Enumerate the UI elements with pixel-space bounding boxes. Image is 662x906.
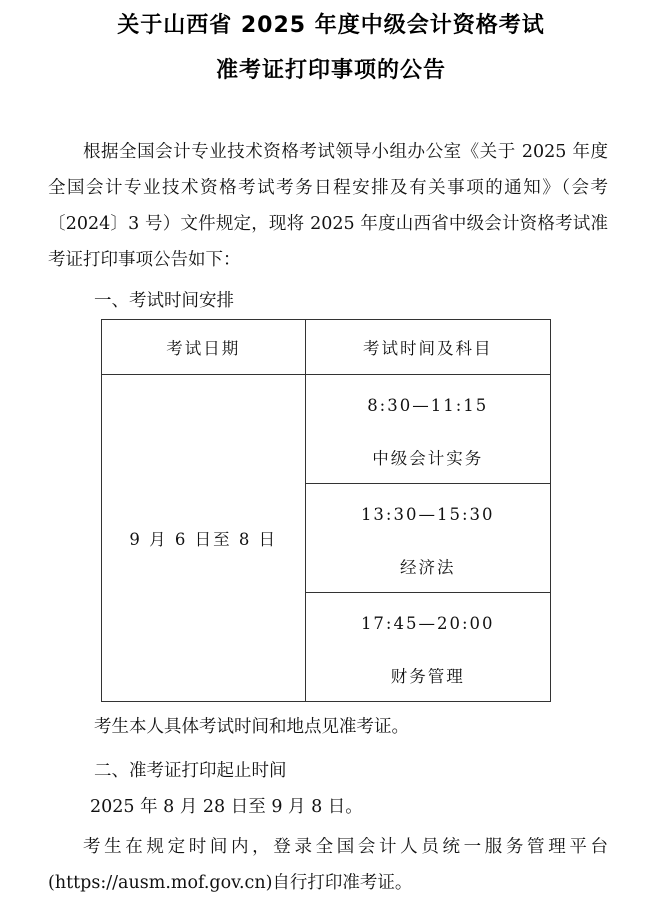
notice-title-line-1: 关于山西省 2025 年度中级会计资格考试 [117,13,545,38]
exam-slot-cell [305,593,551,702]
intro-paragraph: 根据全国会计专业技术资格考试领导小组办公室《关于 2025 年度全国会计专业技术资格考试考务日程安排及有关事项的通知》（会考〔2024〕3 号）文件规定，现将 2025 年度山西省中级会计资格考试准考证打印事项公告如下： [48,142,608,270]
print-instructions-paragraph: 考生在规定时间内，登录全国会计人员统一服务管理平台(https://ausm.mof.gov.cn)自行打印准考证。 [48,837,608,893]
section-2-heading: 二、准考证打印起止时间 [94,761,287,781]
header-exam-date: 考试日期 [102,320,306,375]
exam-slot-subject: 财务管理 [390,666,465,686]
exam-slot-time: 17:45—20:00 [360,613,495,633]
exam-location-note: 考生本人具体考试时间和地点见准考证。 [94,717,409,737]
exam-slot-cell [305,484,551,593]
table-row [102,375,551,484]
exam-slot-time: 8:30—11:15 [367,395,489,415]
notice-title-line-2: 准考证打印事项的公告 [215,58,446,83]
section-1-heading: 一、考试时间安排 [94,291,234,311]
exam-date-cell: 9 月 6 日至 8 日 [102,375,306,702]
exam-slot-subject: 中级会计实务 [372,448,484,468]
table-header-row [102,320,551,375]
exam-slot-subject: 经济法 [400,557,456,577]
exam-slot-time: 13:30—15:30 [360,504,495,524]
exam-schedule-table [101,319,551,702]
exam-slot-cell [305,375,551,484]
header-exam-time-subject: 考试时间及科目 [305,320,551,375]
print-period-dates: 2025 年 8 月 28 日至 9 月 8 日。 [90,797,363,817]
